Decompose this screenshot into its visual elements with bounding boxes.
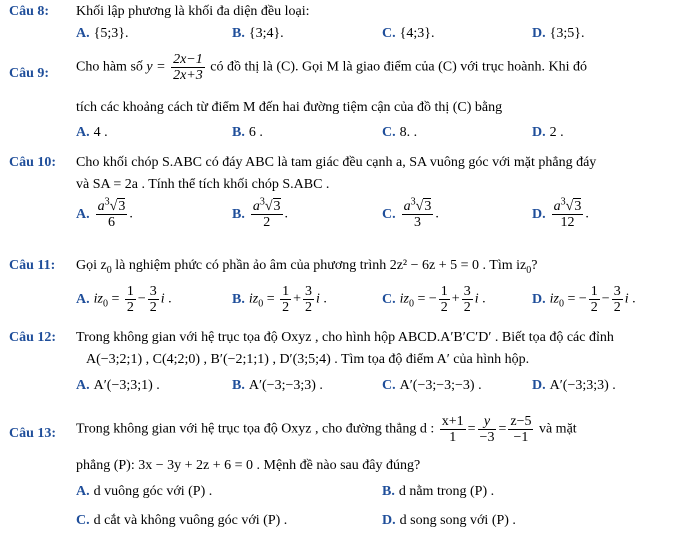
question-stem: Trong không gian với hệ trục tọa độ Oxyz , cho hình hộp ABCD.A′B′C′D′ . Biết tọa độ các đỉnh bbox=[76, 330, 614, 345]
option-a[interactable]: A. 4 . bbox=[76, 125, 108, 140]
option-b[interactable]: B. $\frac{a^3√3}{2}$ . bbox=[232, 196, 289, 230]
option-a[interactable]: A. $iz_0$ = $\frac{1}{2}$ − $\frac{3}{2}$ i . bbox=[76, 284, 172, 315]
option-b[interactable]: B. d nằm trong (P) . bbox=[382, 484, 495, 499]
option-a[interactable]: A. $\frac{a^3√3}{6}$ . bbox=[76, 196, 133, 230]
option-d[interactable]: D. {3;5}. bbox=[532, 26, 585, 41]
question-stem-cont: phẳng (P): 3x − 3y + 2z + 6 = 0 . Mệnh đề nào sau đây đúng? bbox=[76, 458, 421, 473]
question-stem: Gọi $z_0$ là nghiệm phức có phần ảo âm của phương trình 2z² − 6z + 5 = 0 . Tìm $iz_0$? bbox=[76, 258, 538, 276]
question-number: Câu 8: bbox=[9, 4, 50, 19]
option-d[interactable]: D. 2 . bbox=[532, 125, 564, 140]
option-b[interactable]: B. $iz_0$ = $\frac{1}{2}$ + $\frac{3}{2}$ i . bbox=[232, 284, 327, 315]
option-c[interactable]: C. $iz_0$ = − $\frac{1}{2}$ + $\frac{3}{2}$ i . bbox=[382, 284, 486, 315]
question-stem-cont: và SA = 2a . Tính thể tích khối chóp S.ABC . bbox=[76, 177, 330, 192]
option-c[interactable]: C. A′(−3;−3;−3) . bbox=[382, 378, 482, 393]
option-b[interactable]: B. 6 . bbox=[232, 125, 263, 140]
question-stem: Khối lập phương là khối đa diện đều loại: bbox=[76, 4, 310, 19]
question-number: Câu 10: bbox=[9, 155, 57, 170]
question-stem: Trong không gian với hệ trục tọa độ Oxyz , cho đường thẳng d : $\frac{x+1}{1}$ = $\frac{y}{-3}$ = $\frac{z-5}{-1}$ và mặt bbox=[76, 414, 577, 445]
question-stem-cont: tích các khoảng cách từ điểm M đến hai đường tiệm cận của đồ thị (C) bằng bbox=[76, 100, 503, 115]
option-d[interactable]: D. $\frac{a^3√3}{12}$ . bbox=[532, 196, 589, 230]
option-d[interactable]: D. d song song với (P) . bbox=[382, 513, 516, 528]
option-a[interactable]: A. {5;3}. bbox=[76, 26, 129, 41]
option-d[interactable]: D. A′(−3;3;3) . bbox=[532, 378, 616, 393]
question-stem: Cho hàm số y = $\frac{2x-1}{2x+3}$ có đồ thị là (C). Gọi M là giao điểm của (C) với trục hoành. Khi đó bbox=[76, 52, 588, 83]
question-stem: Cho khối chóp S.ABC có đáy ABC là tam giác đều cạnh a, SA vuông góc với mặt phẳng đáy bbox=[76, 155, 597, 170]
question-stem-cont: A(−3;2;1) , C(4;2;0) , B′(−2;1;1) , D′(3;5;4) . Tìm tọa độ điểm A′ của hình hộp. bbox=[86, 352, 530, 367]
option-c[interactable]: C. {4;3}. bbox=[382, 26, 435, 41]
question-number: Câu 9: bbox=[9, 66, 50, 81]
question-number: Câu 12: bbox=[9, 330, 57, 345]
function-fraction: $\frac{2x-1}{2x+3}$ bbox=[173, 52, 203, 83]
option-b[interactable]: B. A′(−3;−3;3) . bbox=[232, 378, 323, 393]
option-a[interactable]: A. d vuông góc với (P) . bbox=[76, 484, 213, 499]
question-number: Câu 13: bbox=[9, 426, 57, 441]
question-number: Câu 11: bbox=[9, 258, 56, 273]
option-a[interactable]: A. A′(−3;3;1) . bbox=[76, 378, 160, 393]
option-c[interactable]: C. $\frac{a^3√3}{3}$ . bbox=[382, 196, 439, 230]
option-c[interactable]: C. d cắt và không vuông góc với (P) . bbox=[76, 513, 288, 528]
option-b[interactable]: B. {3;4}. bbox=[232, 26, 284, 41]
option-d[interactable]: D. $iz_0$ = − $\frac{1}{2}$ − $\frac{3}{2}$ i . bbox=[532, 284, 636, 315]
option-c[interactable]: C. 8. . bbox=[382, 125, 418, 140]
